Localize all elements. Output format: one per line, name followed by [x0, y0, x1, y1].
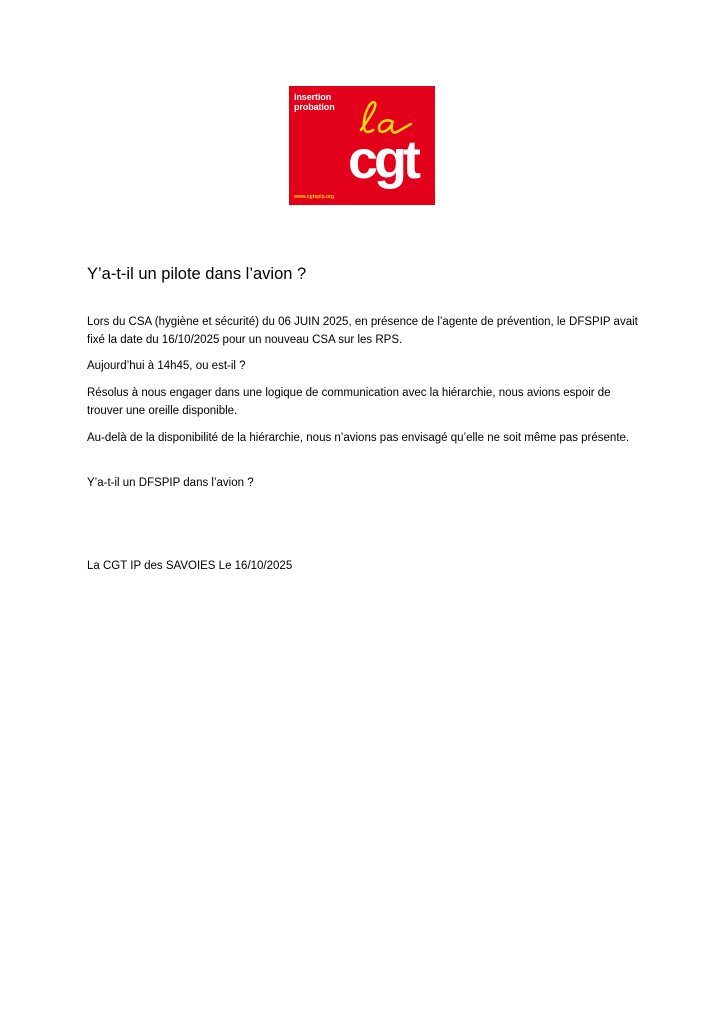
paragraph-hierarchy-absent: Au-delà de la disponibilité de la hiérarchie, nous n’avions pas envisagé qu’elle ne soit même pas présente.: [87, 432, 630, 444]
paragraph-where-is-he: Aujourd’hui à 14h45, ou est-il ?: [87, 360, 246, 372]
logo-probation-text: probation: [294, 102, 335, 112]
paragraph-dfspip-question: Y’a-t-il un DFSPIP dans l’avion ?: [87, 477, 254, 489]
paragraph-csa-date: Lors du CSA (hygiène et sécurité) du 06 JUIN 2025, en présence de l’agente de prévention, le DFSPIP avait fixé la date du 16/10/2025 pour un nouveau CSA sur les RPS.: [87, 316, 638, 346]
logo-url-text: www.cgtspip.org: [294, 194, 335, 200]
signature-line: La CGT IP des SAVOIES Le 16/10/2025: [87, 560, 293, 572]
document-title: Y’a-t-il un pilote dans l’avion ?: [87, 265, 307, 283]
logo-cgt-text: cgt: [348, 130, 417, 190]
cgt-logo: [289, 86, 435, 205]
paragraph-communication: Résolus à nous engager dans une logique de communication avec la hiérarchie, nous avions espoir de trouver une oreille disponible.: [87, 387, 611, 417]
logo-insertion-text: insertion: [294, 92, 332, 102]
